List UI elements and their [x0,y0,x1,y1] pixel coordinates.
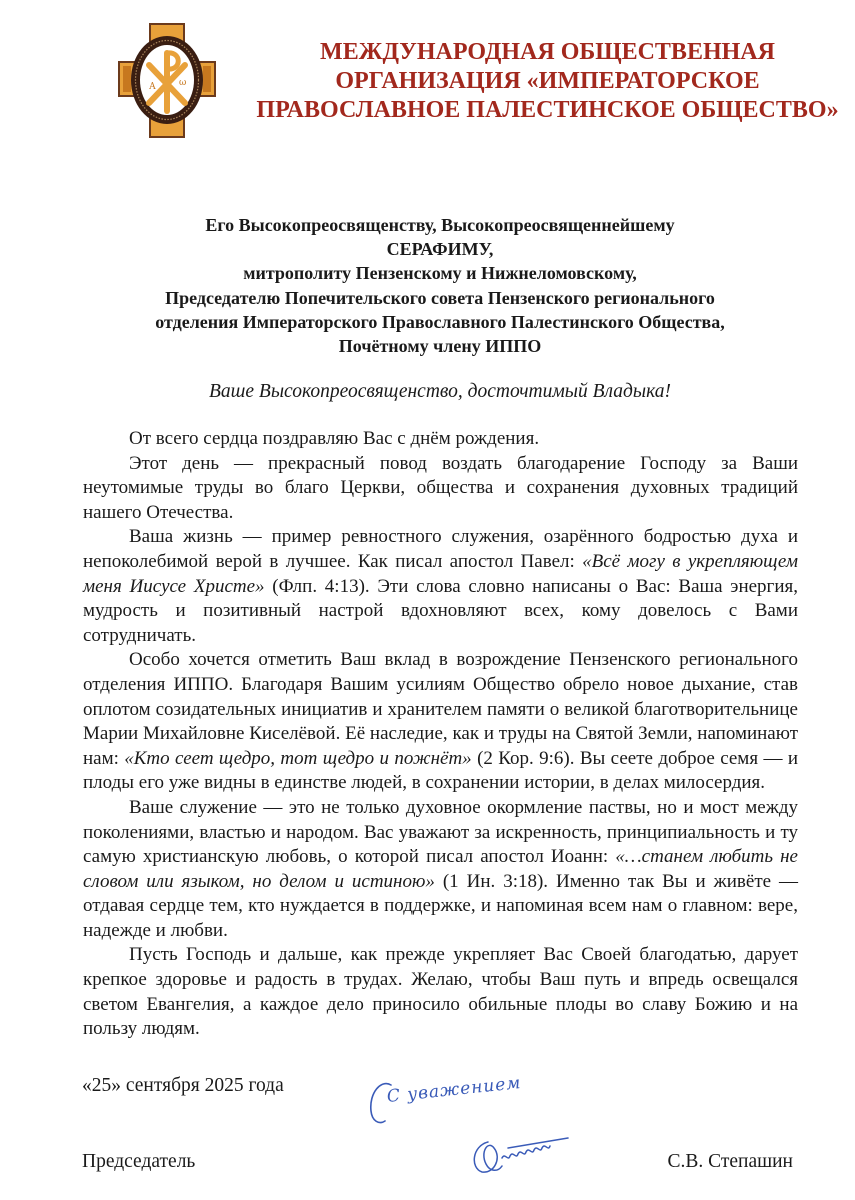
paragraph-text: Особо хочется отметить Ваш вклад в возрождение Пензенского регионального отделения ИППО. Благодаря Вашим усилиям Общество обрело новое дыхание, став оплотом созидательных инициатив и хранителем памяти о великой благотворительнице Марии Михайловне Киселёвой. Её наследие, как и труды на Святой Земли, напоминают нам: [83,649,798,769]
address-line: Его Высокопреосвященству, Высокопреосвященнейшему [205,215,675,235]
address-line: Председателю Попечительского совета Пензенского регионального [165,287,715,308]
address-line: отделения Императорского Православного Палестинского Общества, [155,311,725,332]
paragraph [83,796,798,944]
org-name-line: ОРГАНИЗАЦИЯ «ИМПЕРАТОРСКОЕ [335,68,760,94]
address-line: Почётному члену ИППО [338,336,542,357]
chi-rho-cross-emblem-icon [118,23,216,138]
paragraph: Пусть Господь и дальше, как прежде укрепляет Вас Своей благодатью, дарует крепкое здоровье и радость в трудах. Желаю, чтобы Ваш путь и впредь освещался светом Евангелия, а каждое дело приносило обильные плоды во славу Божию и на пользу людям. [83,944,798,1040]
paragraph-text: Ваша жизнь — пример ревностного служения, озарённого бодростью духа и непоколебимой верой в лучшее. Как писал апостол Павел: [83,526,798,572]
paragraph: Этот день — прекрасный повод воздать благодарение Господу за Ваши неутомимые труды во благо Церкви, общества и сохранения духовных традиций нашего Отечества. [83,452,798,523]
alpha-glyph: А [149,82,156,92]
address-line: СЕРАФИМУ, [386,239,494,260]
paragraph-text: (1 Ин. 3:18). Именно так Вы и живёте — отдавая сердце тем, кто нуждается в поддержке, и напоминая всем нам о главном: вере, надежде и любви. [83,870,799,941]
paragraph: От всего сердца поздравляю Вас с днём рождения. [129,428,540,449]
handwritten-note: С уважением [385,1072,523,1107]
signer-position: Председатель [82,1151,196,1172]
chairman-signature [468,1128,578,1178]
letter-body [83,427,798,1042]
org-name-line: ПРАВОСЛАВНОЕ ПАЛЕСТИНСКОЕ ОБЩЕСТВО» [256,97,839,123]
handwritten-regards [365,1072,565,1135]
letter-date: «25» сентября 2025 года [82,1075,284,1096]
organization-name [250,38,845,125]
letterhead [0,0,855,195]
recipient-address [60,213,820,358]
org-name-line: МЕЖДУНАРОДНАЯ ОБЩЕСТВЕННАЯ [320,39,775,65]
scripture-quote: «Всё могу в укрепляющем меня Иисусе Христе» [83,550,798,597]
paragraph-text: (2 Кор. 9:6). Вы сеете доброе семя — и плоды его уже видны в единстве людей, в сохранении истории, в делах милосердия. [83,747,798,794]
paragraph-text: (Флп. 4:13). Эти слова словно написаны о Вас: Ваша энергия, мудрость и позитивный настрой вдохновляют всех, кому довелось с Вами сотрудничать. [83,575,798,646]
scripture-quote: «Кто сеет щедро, тот щедро и пожнёт» [124,747,472,769]
signer-name: С.В. Степашин [667,1151,793,1172]
salutation: Ваше Высокопреосвященство, досточтимый Владыка! [209,381,671,402]
paragraph [83,648,798,796]
paragraph-text: Ваше служение — это не только духовное окормление паствы, но и мост между поколениями, властью и народом. Вас уважают за искренность, принципиальность и ту самую христианскую любовь, о которой писал апостол Иоанн: [83,796,798,868]
paragraph [83,525,798,648]
omega-glyph: ω [179,78,187,88]
scripture-quote: «…станем любить не словом или языком, но делом и истиною» [83,846,798,892]
address-line: митрополиту Пензенскому и Нижнеломовскому, [243,263,637,284]
